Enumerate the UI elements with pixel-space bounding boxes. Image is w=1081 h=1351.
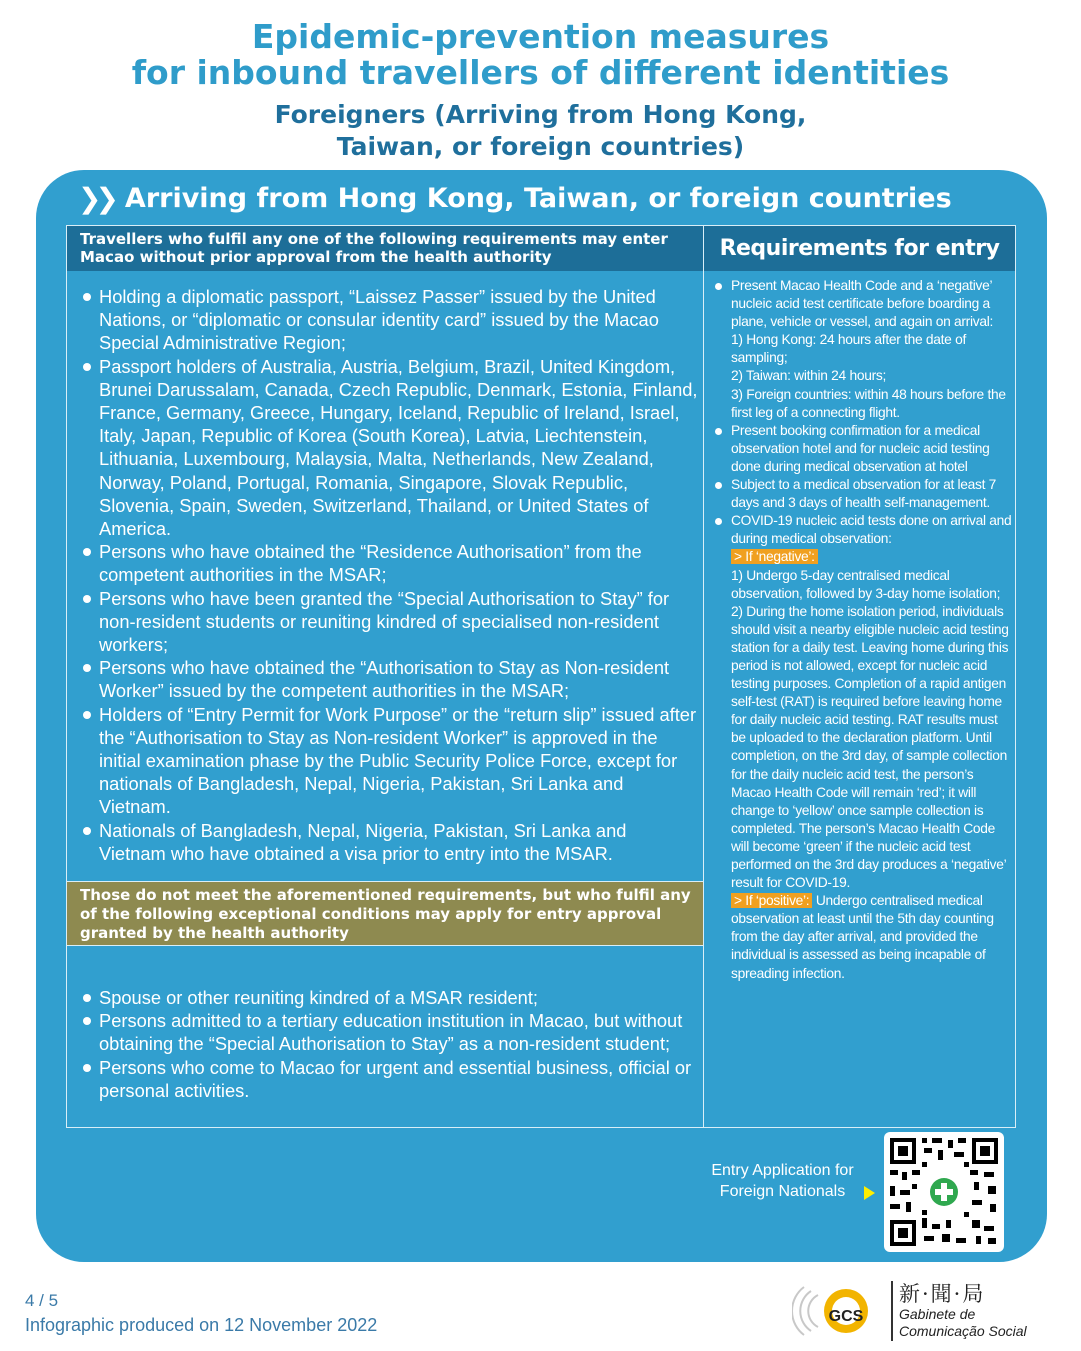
negative-tag: > If ‘negative’: [731,549,818,564]
list-item [712,277,1012,422]
entry-application-label: Entry Application for Foreign Nationals [711,1162,854,1200]
list-item: Present booking confirmation for a medical observation hotel and for nucleic acid testing done during medical observation at hotel [712,422,1012,476]
list-item: Persons who have obtained the “Residence Authorisation” from the competent authorities in the MSAR; [78,540,698,586]
double-chevron-icon: ❯❯ [78,181,113,215]
production-date: Infographic produced on 12 November 2022 [25,1315,378,1335]
logo-portuguese-line-1: Gabinete de [899,1306,976,1322]
arrow-right-icon [864,1186,875,1200]
requirement-text: 2) Taiwan: within 24 hours; [731,368,886,384]
exception-conditions-list [78,986,698,1102]
list-item: Holding a diplomatic passport, “Laissez Passer” issued by the United Nations, or “diplomatic or consular identity card” issued by the Macao Special Administrative Region; [78,285,698,355]
list-item: Persons admitted to a tertiary education institution in Macao, but without obtaining the “Special Authorisation to Stay” as a non-resident student; [78,1009,698,1055]
requirement-text: 3) Foreign countries: within 48 hours before the first leg of a connecting flight. [731,386,1006,420]
requirement-text: Present Macao Health Code and a ‘negative’ nucleic acid test certificate before boarding a plane, vehicle or vessel, and again on arrival: [731,278,994,330]
page-title-line-2: for inbound travellers of different identities [131,53,950,92]
list-item: Passport holders of Australia, Austria, Belgium, Brazil, United Kingdom, Brunei Darussalam, Canada, Czech Republic, Denmark, Estonia, Finland, France, Germany, Greece, Hungary, Iceland, Republic of Ireland, Israel, Italy, Japan, Republic of Korea (South Korea), Latvia, Liechtenstein, Lithuania, Luxembourg, Malaysia, Malta, Netherlands, New Zealand, Norway, Poland, Portugal, Romania, Singapore, Slovak Republic, Slovenia, Spain, Sweden, Switzerland, Thailand, or United States of America. [78,355,698,541]
page-subtitle-line-1: Foreigners (Arriving from Hong Kong, [274,100,807,129]
entry-requirements-list [712,277,1012,983]
list-item: Persons who come to Macao for urgent and essential business, official or personal activities. [78,1056,698,1102]
right-column-header: Requirements for entry [704,226,1015,271]
qr-code-icon[interactable] [884,1132,1004,1252]
logo-chinese-text: 新·聞·局 [899,1282,986,1306]
left-column-header: Travellers who fulfil any one of the following requirements may enter Macao without prior approval from the health authority [67,226,703,271]
requirement-text: 2) During the home isolation period, individuals should visit a nearby eligible nucleic acid testing station for a daily test. Leaving home during this period is not allowed, except for nucleic acid testing purposes. Completion of a rapid antigen self-test (RAT) is required before leaving home for daily nucleic acid testing. RAT results must be uploaded to the declaration platform. Until completion, on the 3rd day, of sample collection for the daily nucleic acid test, the person’s Macao Health Code will remain ‘red’; it will change to ‘yellow’ once sample collection is completed. The person’s Macao Health Code will become ‘green’ if the nucleic acid test performed on the 3rd day produces a ‘negative’ result for COVID-19. [731,603,1009,891]
list-item: Nationals of Bangladesh, Nepal, Nigeria, Pakistan, Sri Lanka and Vietnam who have obtained a visa prior to entry into the MSAR. [78,819,698,865]
requirement-text: COVID-19 nucleic acid tests done on arrival and during medical observation: [731,513,1012,547]
positive-tag: > If ‘positive’: [731,893,812,908]
page-subtitle-line-2: Taiwan, or foreign countries) [336,132,745,161]
logo-portuguese-line-2: Comunicação Social [899,1323,1027,1339]
column-divider [703,225,704,1128]
list-item: Holders of “Entry Permit for Work Purpose” or the “return slip” issued after the “Authorisation to Stay as Non-resident Worker” is approved in the initial examination phase by the Public Security Police Force, except for nationals of Bangladesh, Nepal, Nigeria, Pakistan, Sri Lanka and Vietnam. [78,703,698,819]
panel-title-text: Arriving from Hong Kong, Taiwan, or foreign countries [124,182,952,214]
list-item: Persons who have been granted the “Special Authorisation to Stay” for non-resident students or reuniting kindred of specialised non-resident workers; [78,587,698,657]
exception-header: Those do not meet the aforementioned requirements, but who fulfil any of the following exceptional conditions may apply for entry approval granted by the health authority [67,882,703,945]
eligible-travellers-list [78,285,698,865]
list-item: Subject to a medical observation for at least 7 days and 3 days of health self-management. [712,476,1012,512]
list-item [712,512,1012,982]
panel-title [78,180,952,216]
page-indicator: 4 / 5 [25,1291,59,1310]
requirement-text: 1) Hong Kong: 24 hours after the date of sampling; [731,332,966,366]
requirement-text: 1) Undergo 5-day centralised medical observation, followed by 3-day home isolation; [731,567,1001,601]
requirement-text: Undergo centralised medical observation at least until the 5th day counting from the day after arrival, and provided the individual is assessed as being incapable of spreading infection. [731,893,994,981]
list-item: Spouse or other reuniting kindred of a MSAR resident; [78,986,698,1009]
list-item: Persons who have obtained the “Authorisation to Stay as Non-resident Worker” issued by the competent authorities in the MSAR; [78,656,698,702]
logo-mark-text: GCS [828,1308,864,1325]
row-divider [67,945,703,946]
page-title-line-1: Epidemic-prevention measures [251,17,830,56]
